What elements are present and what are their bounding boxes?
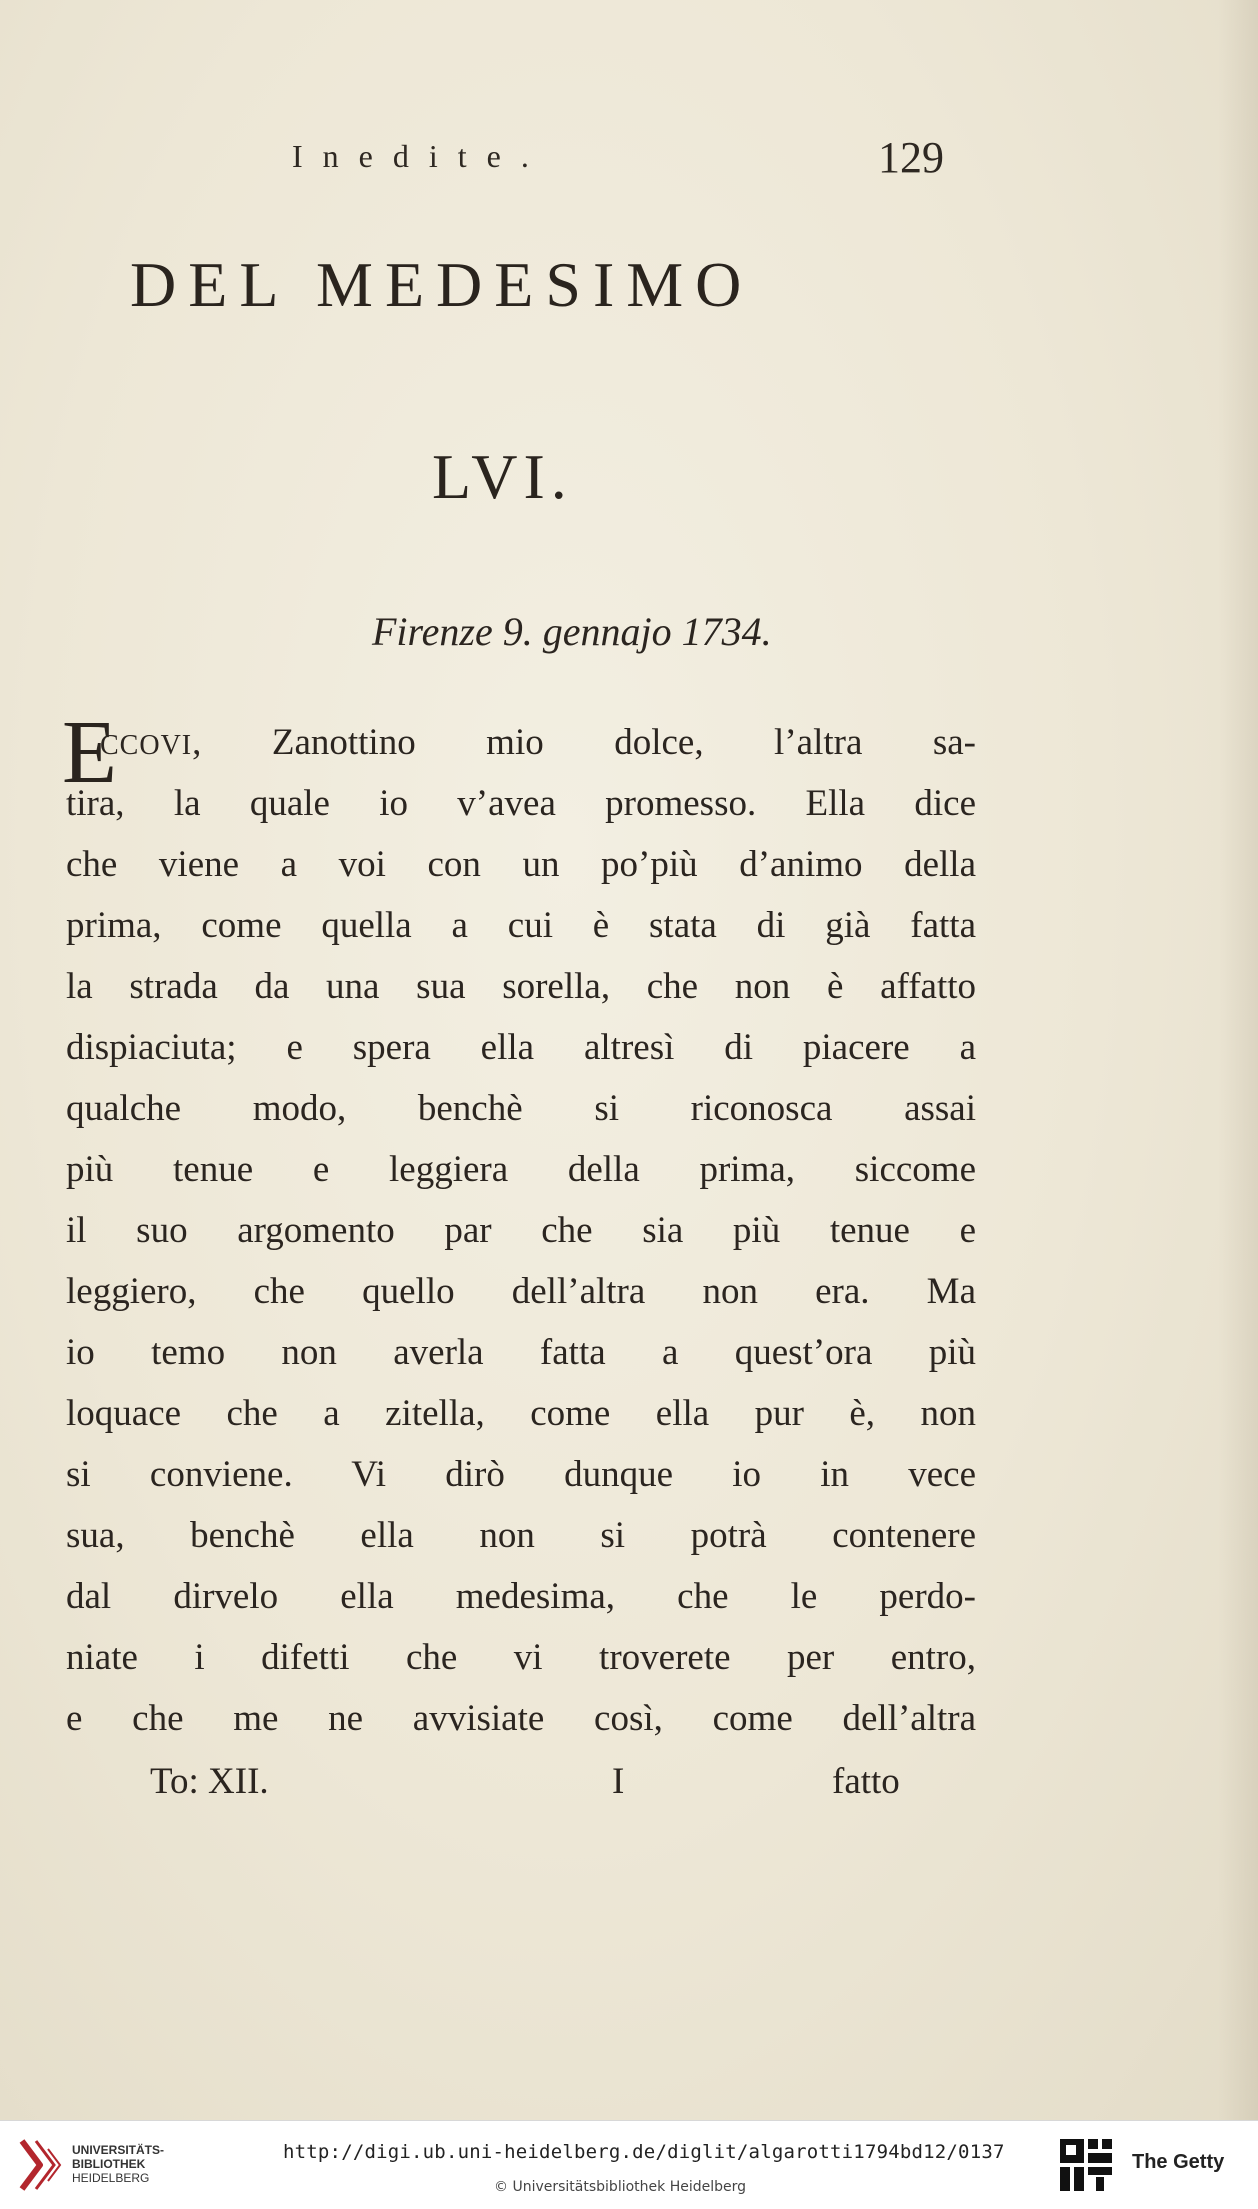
library-name-line: HEIDELBERG: [72, 2171, 150, 2185]
letter-line: qualche modo, benchè si riconosca assai: [66, 1088, 976, 1129]
letter-line: la strada da una sua sorella, che non è affatto: [66, 966, 976, 1007]
letter-line: si conviene. Vi dirò dunque io in vece: [66, 1454, 976, 1495]
letter-line: il suo argomento par che sia più tenue e: [66, 1210, 976, 1251]
letter-line-first: [62, 703, 976, 802]
letter-body: [62, 703, 976, 1749]
drop-cap: E: [62, 703, 117, 802]
letter-heading: DEL MEDESIMO: [130, 249, 754, 320]
library-name-line: UNIVERSITÄTS-: [72, 2143, 165, 2157]
running-title: Inedite.: [292, 138, 549, 174]
copyright-notice: © Universitätsbibliothek Heidelberg: [494, 2179, 747, 2195]
dateline: Firenze 9. gennajo 1734.: [372, 609, 772, 654]
letter-line: più tenue e leggiera della prima, siccome: [66, 1149, 976, 1190]
letter-line: niate i difetti che vi troverete per entro,: [66, 1637, 976, 1678]
letter-line: tira, la quale io v’avea promesso. Ella dice: [66, 783, 976, 824]
letter-line: dispiaciuta; e spera ella altresì di piacere a: [66, 1027, 976, 1068]
letter-line: sua, benchè ella non si potrà contenere: [66, 1515, 976, 1556]
letter-line: che viene a voi con un po’più d’animo della: [66, 844, 976, 885]
signature-letter: I: [612, 1761, 625, 1802]
permalink-url[interactable]: http://digi.ub.uni-heidelberg.de/diglit/algarotti1794bd12/0137: [283, 2141, 1005, 2163]
letter-line: prima, come quella a cui è stata di già fatta: [66, 905, 976, 946]
first-line-text: [66, 712, 976, 776]
letter-line: loquace che a zitella, come ella pur è, non: [66, 1393, 976, 1434]
page-number: 129: [878, 133, 944, 182]
letter-line: dal dirvelo ella medesima, che le perdo-: [66, 1576, 976, 1617]
letter-line: leggiero, che quello dell’altra non era. Ma: [66, 1271, 976, 1312]
library-logo-icon[interactable]: [14, 2135, 66, 2195]
getty-logo-icon[interactable]: [1058, 2137, 1114, 2195]
viewer-footer-bar: [0, 2120, 1258, 2209]
first-line-rest: , Zanottino mio dolce, l’altra sa-: [192, 722, 976, 763]
partner-name: The Getty: [1132, 2151, 1225, 2173]
letter-line: e che me ne avvisiate così, come dell’altra: [66, 1698, 976, 1739]
catchword: fatto: [832, 1761, 900, 1802]
library-name-line: BIBLIOTHEK: [72, 2157, 146, 2171]
volume-mark: To: XII.: [150, 1761, 269, 1802]
running-head: [0, 133, 1258, 188]
first-word-smallcaps: CCOVI: [100, 730, 193, 761]
letter-line: io temo non averla fatta a quest’ora più: [66, 1332, 976, 1373]
letter-number: LVI.: [432, 441, 573, 512]
library-name: [72, 2143, 164, 2185]
page-footer-line: [0, 1760, 1258, 1820]
